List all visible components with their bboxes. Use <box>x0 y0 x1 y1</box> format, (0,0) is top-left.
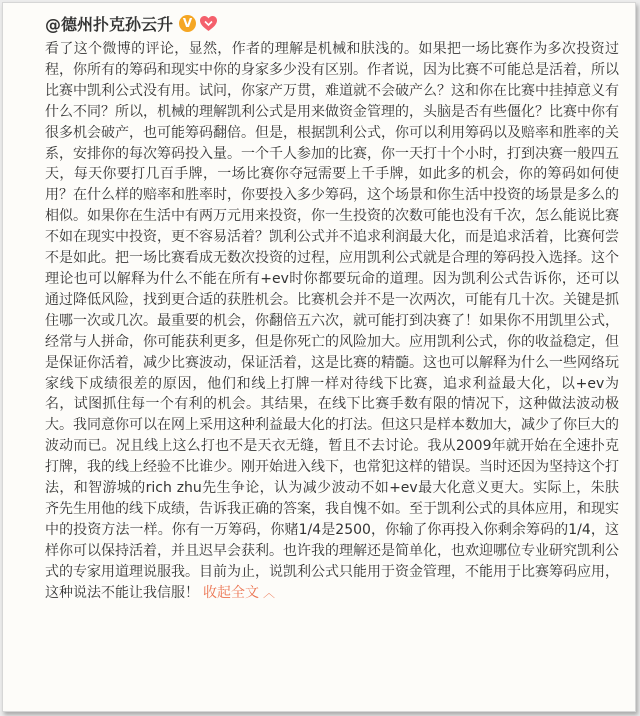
post-header <box>45 10 218 36</box>
collapse-full-text-link[interactable] <box>203 585 275 601</box>
verified-v-icon[interactable]: V <box>179 15 196 32</box>
weibo-member-icon[interactable] <box>199 15 218 32</box>
chevron-up-icon[interactable]: ︿ <box>263 585 276 600</box>
post-body <box>45 39 619 699</box>
weibo-post-card <box>2 2 636 712</box>
username-link[interactable]: @德州扑克孙云升 <box>45 14 174 34</box>
collapse-label[interactable]: 收起全文 <box>203 584 259 601</box>
post-text: 看了这个微博的评论，显然，作者的理解是机械和肤浅的。如果把一场比赛作为多次投资过程，你所有的筹码和现实中你的身家多少没有区别。作者说，因为比赛不可能总是活着，所以比赛中凯利公式没有用。试问，你家产万贯，难道就不会破产么？这和你在比赛中挂掉意义有什么不同？所以，机械的理解凯利公式是用来做资金管理的，头脑是否有些僵化？比赛中你有很多机会破产，也可能筹码翻倍。但是，根据凯利公式，你可以利用筹码以及赔率和胜率的关系，安排你的每次筹码投入量。一个千人参加的比赛，你一天打十个小时，打到决赛一般四五天，每天你要打几百手牌，一场比赛你夺冠需要上千手牌，如此多的机会，你的筹码如何使用？在什么样的赔率和胜率时，你要投入多少筹码，这个场景和你生活中投资的场景是多么的相似。如果你在生活中有两万元用来投资，你一生投资的次数可能也没有千次，怎么能说比赛不如在现实中投资，更不容易活着？凯利公式并不追求利润最大化，而是追求活着，比赛何尝不是如此。把一场比赛看成无数次投资的过程，应用凯利公式就是合理的筹码投入选择。这个理论也可以解释为什么不能在所有+ev时你都要玩命的道理。因为凯利公式告诉你，还可以通过降低风险，找到更合适的获胜机会。比赛机会并不是一次两次，可能有几十次。关键是抓住哪一次或几次。最重要的机会，你翻倍五六次，就可能打到决赛了！如果你不用凯里公式，经常与人拼命，你可能获利更多，但是你死亡的风险加大。应用凯利公式，你的收益稳定，但是保证你活着，减少比赛波动，保证活着，这是比赛的精髓。这也可以解释为什么一些网络玩家线下成绩很差的原因，他们和线上打牌一样对待线下比赛，追求利益最大化，以+ev为名，试图抓住每一个有利的机会。其结果，在线下比赛手数有限的情况下，这种做法波动极大。我同意你可以在网上采用这种利益最大化的打法。但这只是样本数加大，减少了你巨大的波动而已。况且线上这么打也不是天衣无缝，暂且不去讨论。我从2009年就开始在全速扑克打牌，我的线上经验不比谁少。刚开始进入线下，也常犯这样的错误。当时还因为坚持这个打法，和智游城的rich zhu先生争论，认为减少波动不如+ev最大化意义更大。实际上，朱肤齐先生用他的线下成绩，告诉我正确的答案，我自愧不如。至于凯利公式的具体应用，和现实中的投资方法一样。你有一万筹码，你赌1/4是2500，你输了你再投入你剩余筹码的1/4，这样你可以保持活着，并且迟早会获利。也许我的理解还是简单化，也欢迎哪位专业研究凯利公式的专家用道理说服我。目前为止，说凯利公式只能用于资金管理，不能用于比赛筹码应用，这种说法不能让我信服！ <box>45 41 619 601</box>
